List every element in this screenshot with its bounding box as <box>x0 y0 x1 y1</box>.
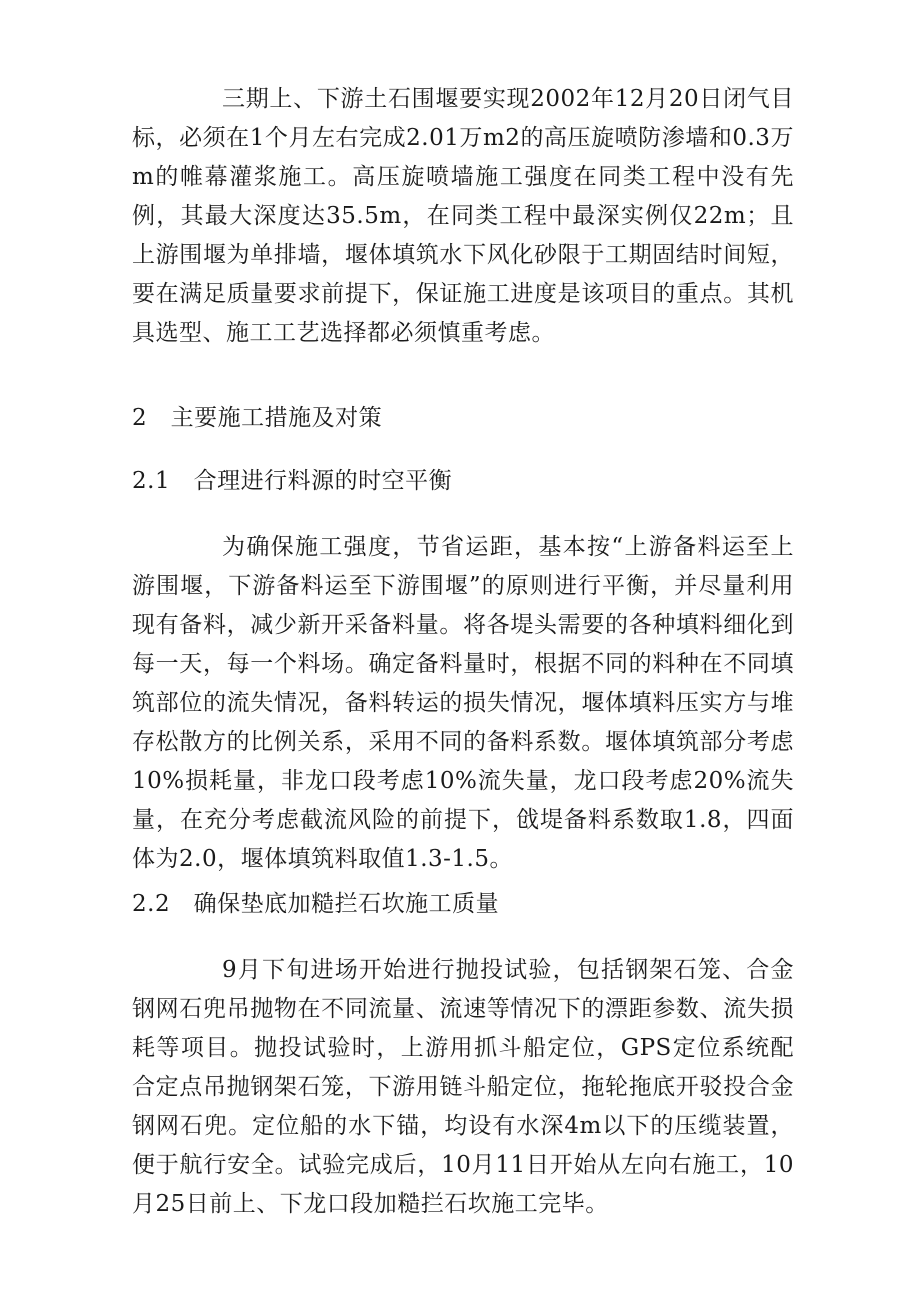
paragraph-material-balance: 为确保施工强度，节省运距，基本按“上游备料运至上游围堰，下游备料运至下游围堰”的原则进行平衡，并尽量利用现有备料，减少新开采备料量。将各堤头需要的各种填料细化到每一天，每一个料场。确定备料量时，根据不同的料种在不同填筑部位的流失情况，备料转运的损失情况，堰体填料压实方与堆存松散方的比例关系，采用不同的备料系数。堰体填筑部分考虑10%损耗量，非龙口段考虑10%流失量，龙口段考虑20%流失量，在充分考虑截流风险的前提下，戗堤备料系数取1.8，四面体为2.0，堰体填筑料取值1.3-1.5。 <box>132 534 794 872</box>
section-heading-2-1: 2.1 合理进行料源的时空平衡 <box>132 468 453 494</box>
paragraph-cofferdam-target: 三期上、下游土石围堰要实现2002年12月20日闭气目标，必须在1个月左右完成2.01万m2的高压旋喷防渗墙和0.3万m的帷幕灌浆施工。高压旋喷墙施工强度在同类工程中没有先例，其最大深度达35.5m，在同类工程中最深实例仅22m；且上游围堰为单排墙，堰体填筑水下风化砂限于工期固结时间短，要在满足质量要求前提下，保证施工进度是该项目的重点。其机具选型、施工工艺选择都必须慎重考虑。 <box>132 86 794 346</box>
paragraph-throwing-test: 9月下旬进场开始进行抛投试验，包括钢架石笼、合金钢网石兜吊抛物在不同流量、流速等情况下的漂距参数、流失损耗等项目。抛投试验时，上游用抓斗船定位，GPS定位系统配合定点吊抛钢架石笼，下游用链斗船定位，拖轮拖底开驳投合金钢网石兜。定位船的水下锚，均设有水深4m以下的压缆装置，便于航行安全。试验完成后，10月11日开始从左向右施工，10月25日前上、下龙口段加糙拦石坎施工完毕。 <box>132 957 794 1217</box>
section-heading-2-2: 2.2 确保垫底加糙拦石坎施工质量 <box>132 891 500 917</box>
section-heading-2: 2 主要施工措施及对策 <box>132 405 383 431</box>
